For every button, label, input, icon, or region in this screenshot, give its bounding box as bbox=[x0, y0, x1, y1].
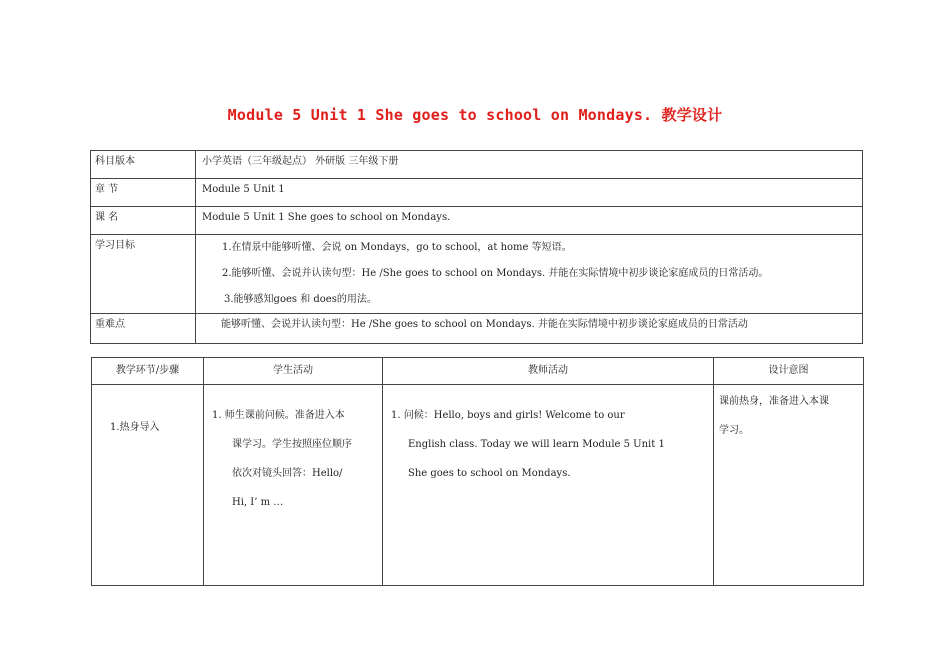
goals-cell bbox=[196, 235, 863, 314]
course-info-table bbox=[90, 150, 863, 344]
chapter-label: 章 节 bbox=[91, 179, 196, 207]
intent-line: 课前热身，准备进入本课 bbox=[719, 396, 829, 407]
page-title: Module 5 Unit 1 She goes to school on Mondays. 教学设计 bbox=[227, 106, 723, 124]
student-line: 课学习。学生按照座位顺序 bbox=[232, 439, 352, 450]
header-step: 教学环节/步骤 bbox=[92, 358, 204, 385]
lesson-value: Module 5 Unit 1 She goes to school on Mondays. bbox=[196, 207, 863, 235]
goal-item: 2.能够听懂、会说并认读句型：He /She goes to school on Mondays. 并能在实际情境中初步谈论家庭成员的日常活动。 bbox=[222, 268, 769, 279]
header-teacher: 教师活动 bbox=[383, 358, 714, 385]
design-intent-cell bbox=[714, 385, 864, 586]
teacher-line: She goes to school on Mondays. bbox=[408, 468, 571, 479]
difficulty-label: 重难点 bbox=[91, 314, 196, 344]
difficulty-cell bbox=[196, 314, 863, 344]
teacher-activity-cell bbox=[383, 385, 714, 586]
table-header-row bbox=[92, 358, 864, 385]
table-row bbox=[91, 207, 863, 235]
header-intent: 设计意图 bbox=[714, 358, 864, 385]
intent-line: 学习。 bbox=[719, 425, 749, 436]
goal-item: 1.在情景中能够听懂、会说 on Mondays，go to school，at home 等短语。 bbox=[222, 242, 572, 253]
student-activity-cell bbox=[204, 385, 383, 586]
goal-item: 3.能够感知goes 和 does的用法。 bbox=[224, 294, 377, 305]
header-student: 学生活动 bbox=[204, 358, 383, 385]
table-row bbox=[91, 179, 863, 207]
table-row bbox=[91, 314, 863, 344]
subject-label: 科目版本 bbox=[91, 151, 196, 179]
student-line: Hi, I’ m … bbox=[232, 497, 284, 508]
student-line: 依次对镜头回答：Hello/ bbox=[232, 468, 343, 479]
student-line: 1. 师生课前问候。准备进入本 bbox=[212, 410, 345, 421]
chapter-value: Module 5 Unit 1 bbox=[196, 179, 863, 207]
teacher-line: English class. Today we will learn Module 5 Unit 1 bbox=[408, 439, 665, 450]
table-row bbox=[92, 385, 864, 586]
difficulty-value: 能够听懂、会说并认读句型：He /She goes to school on Mondays. 并能在实际情境中初步谈论家庭成员的日常活动 bbox=[221, 319, 748, 330]
goals-label: 学习目标 bbox=[91, 235, 196, 314]
teacher-line: 1. 问候：Hello, boys and girls! Welcome to our bbox=[391, 410, 625, 421]
teaching-process-table bbox=[91, 357, 864, 586]
subject-value: 小学英语（三年级起点） 外研版 三年级下册 bbox=[196, 151, 863, 179]
table-row bbox=[91, 151, 863, 179]
lesson-label: 课 名 bbox=[91, 207, 196, 235]
step-cell: 1.热身导入 bbox=[92, 385, 204, 586]
table-row bbox=[91, 235, 863, 314]
